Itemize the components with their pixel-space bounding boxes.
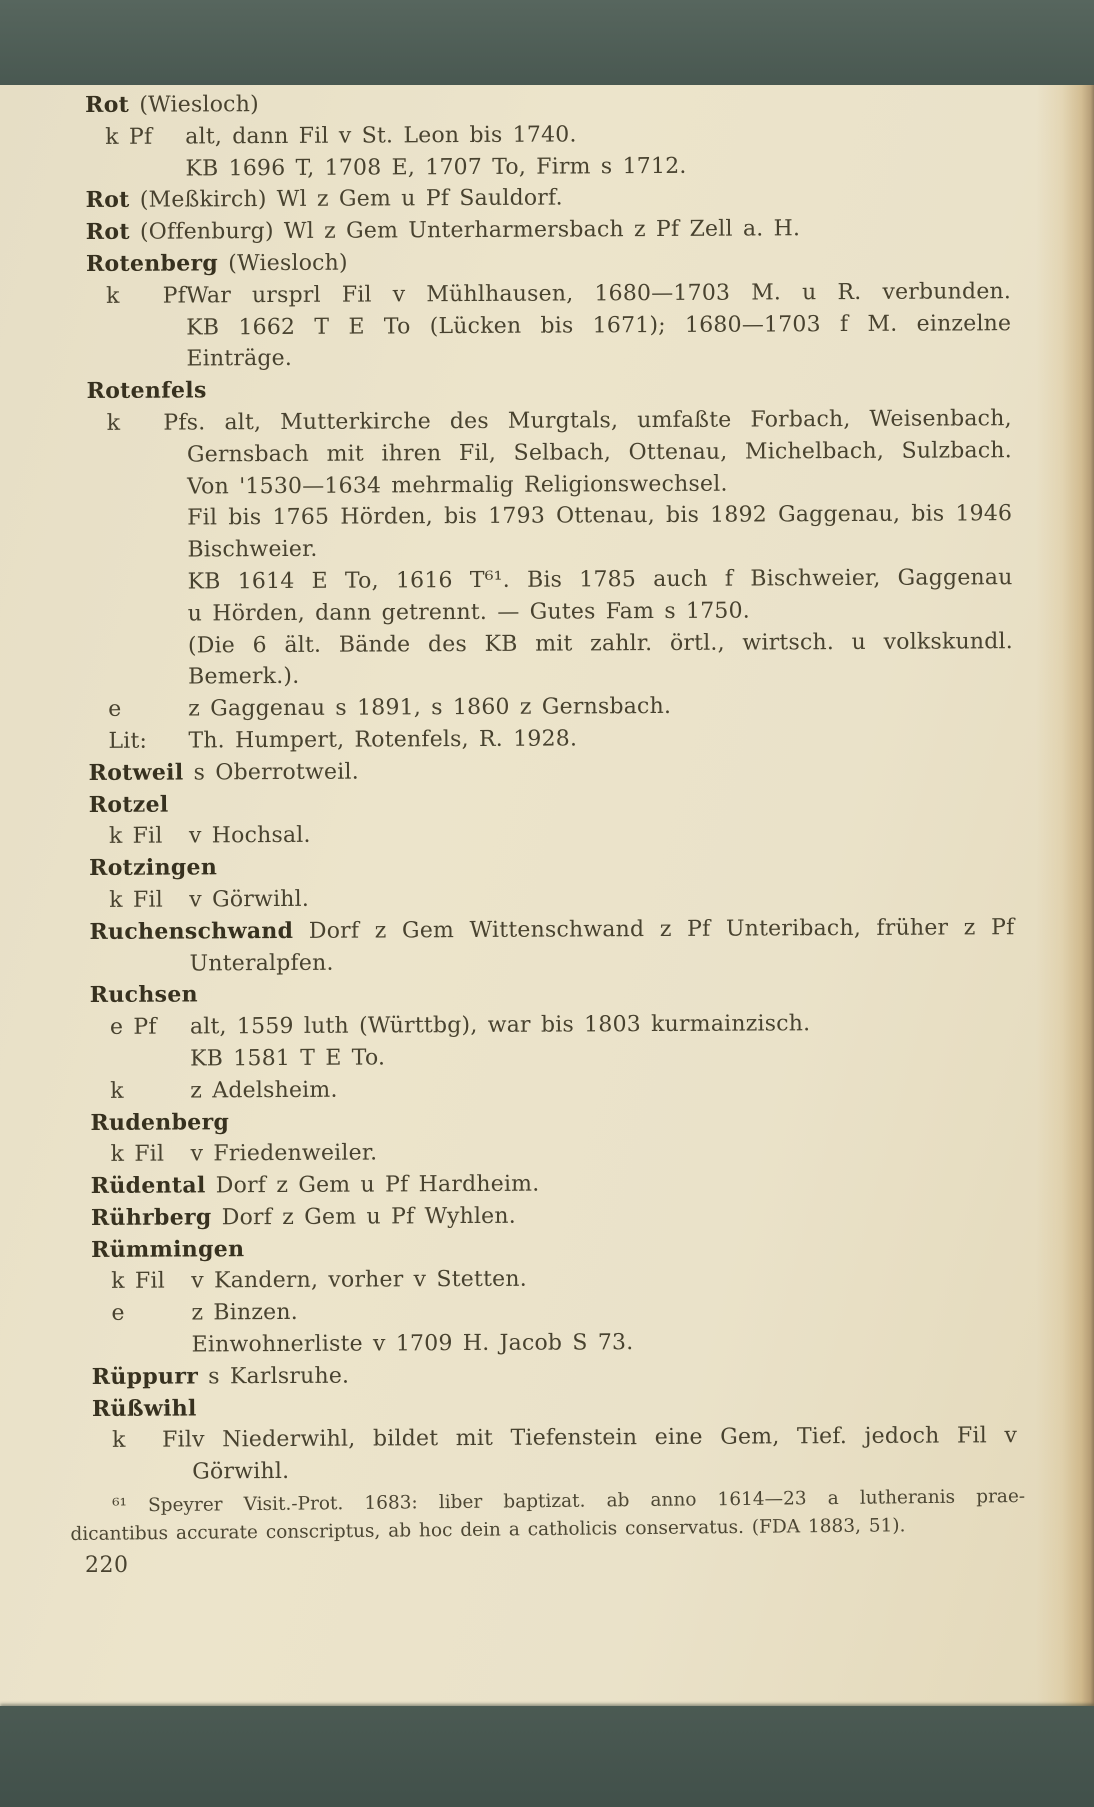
- entry-text: v Kandern, vorher v Stetten.: [191, 1267, 527, 1294]
- entry-detail-line: [86, 276, 1011, 313]
- entry-text: v Niederwihl, bildet mit Tiefenstein eine Gem, Tief. jedoch Fil v: [192, 1423, 1018, 1453]
- scanner-background-top: [0, 0, 1094, 85]
- entry-detail-line: [89, 880, 1014, 917]
- entry-list: [85, 85, 1017, 1489]
- entry-detail-line: [87, 499, 1012, 536]
- entry-detail-line: [91, 1325, 1016, 1362]
- entry-text: v Görwihl.: [189, 886, 310, 913]
- entry-text-continuation: Einwohnerliste v 1709 H. Jacob S 73.: [191, 1330, 634, 1358]
- entry-headword-line: Rotenberg (Wiesloch): [85, 250, 348, 277]
- entry-detail-line: [90, 1071, 1015, 1108]
- entry-detail-line: [90, 1134, 1015, 1171]
- abbreviation-label: k: [110, 1078, 124, 1104]
- entry-text-continuation: Einträge.: [186, 346, 293, 372]
- entry-text: War ursprl Fil v Mühlhausen, 1680—1703 M. u R. verbunden.: [186, 278, 1012, 309]
- abbreviation-label: k Pf: [105, 124, 153, 150]
- entry-text: v Hochsal.: [188, 823, 311, 849]
- entry-detail-line: [88, 626, 1013, 663]
- abbreviation-label: e Pf: [109, 1014, 157, 1040]
- headword: Rot: [85, 218, 130, 246]
- entry-text-continuation: (Die 6 ält. Bände des KB mit zahlr. örtl., wirtsch. u volkskundl.: [187, 628, 1013, 659]
- entry-detail-line: [85, 149, 1010, 186]
- headword: Rudenberg: [90, 1108, 230, 1136]
- entry-headword-line: Rot (Meßkirch) Wl z Gem u Pf Sauldorf.: [85, 185, 563, 214]
- entry-text-continuation: KB 1581 T E To.: [190, 1045, 386, 1072]
- entry-text-continuation: Bischweier.: [187, 536, 318, 563]
- entry-text-continuation: Görwihl.: [192, 1459, 290, 1485]
- entry-detail-line: [87, 562, 1012, 599]
- abbreviation-label: k Fil: [108, 823, 163, 850]
- entry-text: alt, dann Fil v St. Leon bis 1740.: [185, 122, 577, 150]
- entry-text-continuation: KB 1614 E To, 1616 T⁶¹. Bis 1785 auch f Bischweier, Gaggenau: [187, 565, 1013, 595]
- headword: Rüppurr: [91, 1363, 199, 1390]
- entry-headword-line: [89, 785, 1014, 822]
- entry-detail-line: [92, 1421, 1017, 1458]
- entry-headword-line: [92, 1389, 1017, 1426]
- entry-detail-line: [87, 403, 1012, 440]
- page-number: 220: [85, 1553, 129, 1578]
- entry-headword-line: [89, 848, 1014, 885]
- page-right-edge-shadow: [1036, 85, 1094, 1706]
- entry-detail-line: [91, 1262, 1016, 1299]
- entry-detail-line: [88, 657, 1013, 694]
- entry-headword-line: Rotweil s Oberrotweil.: [88, 759, 359, 786]
- abbreviation-label: k Pf: [106, 283, 187, 309]
- entry-headword-line: [86, 371, 1011, 408]
- entry-detail-line: [87, 530, 1012, 567]
- entry-text: alt, 1559 luth (Württbg), war bis 1803 kurmainzisch.: [189, 1011, 811, 1040]
- entry-text-continuation: Unteralpfen.: [189, 950, 334, 976]
- entry-headword-line: Rührberg Dorf z Gem u Pf Wyhlen.: [90, 1203, 517, 1231]
- entry-detail-line: [85, 117, 1010, 154]
- headword: Rot: [85, 91, 130, 118]
- entry-headword-line: [90, 975, 1015, 1012]
- entry-detail-line: [88, 689, 1013, 726]
- scanner-background-bottom: [0, 1706, 1094, 1807]
- entry-text-continuation: u Hörden, dann getrennt. — Gutes Fam s 1750.: [187, 598, 751, 627]
- entry-headword-line: [90, 1103, 1015, 1140]
- entry-detail-line: [88, 721, 1013, 758]
- headword: Ruchenschwand: [89, 917, 294, 945]
- abbreviation-label: Lit:: [108, 728, 148, 754]
- entry-detail-line: [87, 467, 1012, 504]
- headword: Rotzingen: [89, 854, 218, 882]
- entry-text-continuation: Bemerk.).: [188, 664, 300, 690]
- entry-headword-line: Rüppurr s Karlsruhe.: [91, 1363, 350, 1390]
- entry-detail-line: [91, 1293, 1016, 1330]
- entry-detail-line: [89, 816, 1014, 853]
- entry-text-continuation: Von '1530—1634 mehrmalig Religionswechsel.: [187, 471, 728, 500]
- entry-headword-line: Rot (Wiesloch): [85, 91, 259, 118]
- headword: Rot: [85, 187, 130, 214]
- headword: Rührberg: [90, 1204, 212, 1231]
- entry-headword-line: Ruchenschwand Dorf z Gem Wittenschwand z Pf Unteribach, früher z Pf: [89, 914, 1015, 945]
- headword: Rotweil: [88, 759, 184, 786]
- abbreviation-label: k Fil: [112, 1427, 193, 1454]
- entry-text-continuation: KB 1696 T, 1708 E, 1707 To, Firm s 1712.: [185, 153, 687, 182]
- entry-headword-line: [91, 1230, 1016, 1267]
- entry-text: s. alt, Mutterkirche des Murgtals, umfaßte Forbach, Weisenbach,: [186, 406, 1012, 436]
- footnote-line: dicantibus accurate conscriptus, ab hoc dein a catholicis conservatus. (FDA 1883, 51).: [70, 1515, 906, 1545]
- abbreviation-label: k Fil: [111, 1269, 165, 1295]
- headword: Rotzel: [88, 791, 169, 818]
- headword: Rüßwihl: [91, 1395, 197, 1422]
- footnote-block: [70, 1483, 1026, 1549]
- entry-headword-line: Rüdental Dorf z Gem u Pf Hardheim.: [90, 1171, 540, 1200]
- book-page: [0, 85, 1094, 1706]
- headword: Rüdental: [90, 1172, 206, 1200]
- entry-detail-line: [90, 1007, 1015, 1044]
- entry-text: z Adelsheim.: [190, 1077, 338, 1104]
- entry-text-continuation: Gernsbach mit ihren Fil, Selbach, Ottenau, Michelbach, Sulzbach.: [186, 437, 1012, 468]
- entry-text: Th. Humpert, Rotenfels, R. 1928.: [188, 726, 578, 754]
- headword: Rümmingen: [91, 1235, 245, 1263]
- entry-detail-line: [86, 308, 1011, 345]
- entry-detail-line: [89, 944, 1014, 981]
- footnote-line: ⁶¹ Speyrer Visit.-Prot. 1683: liber baptizat. ab anno 1614—23 a lutheranis prae-: [112, 1485, 1026, 1517]
- entry-text: z Binzen.: [191, 1300, 299, 1326]
- abbreviation-label: e: [108, 696, 122, 723]
- entry-text-continuation: KB 1662 T E To (Lücken bis 1671); 1680—1703 f M. einzelne: [186, 310, 1012, 341]
- headword: Rotenfels: [86, 377, 207, 405]
- entry-text: v Friedenweiler.: [190, 1140, 378, 1167]
- abbreviation-label: k Fil: [109, 887, 163, 913]
- entry-text-continuation: Fil bis 1765 Hörden, bis 1793 Ottenau, bis 1892 Gaggenau, bis 1946: [187, 501, 1013, 531]
- entry-headword-line: Rot (Offenburg) Wl z Gem Unterharmersbach z Pf Zell a. H.: [85, 216, 801, 246]
- headword: Rotenberg: [85, 250, 219, 277]
- abbreviation-label: e: [111, 1301, 125, 1327]
- entry-detail-line: [86, 340, 1011, 377]
- entry-detail-line: [87, 435, 1012, 472]
- abbreviation-label: k Fil: [110, 1141, 165, 1168]
- entry-detail-line: [88, 594, 1013, 631]
- entry-text: z Gaggenau s 1891, s 1860 z Gernsbach.: [188, 694, 672, 722]
- headword: Ruchsen: [89, 981, 198, 1009]
- entry-detail-line: [90, 1039, 1015, 1076]
- abbreviation-label: k Pf: [106, 410, 187, 436]
